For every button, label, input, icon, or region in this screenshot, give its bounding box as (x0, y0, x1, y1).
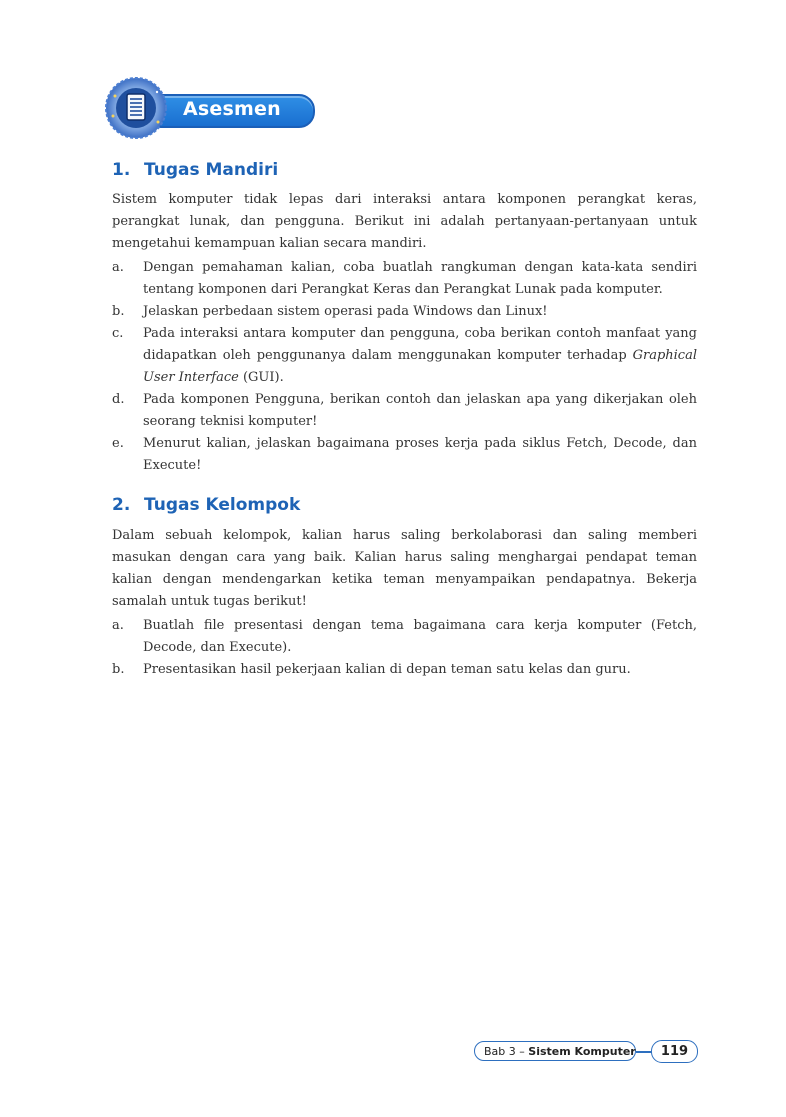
list-item (112, 257, 697, 301)
list-item-text: Dengan pemahaman kalian, coba buatlah rangkuman dengan kata-kata sendiri tentang komponen dari Perangkat Keras dan Perangkat Lunak pada komputer. (143, 260, 697, 297)
list-marker: a. (112, 260, 124, 275)
list-item (112, 433, 697, 477)
footer-connector (636, 1051, 652, 1053)
list-item-text: Buatlah file presentasi dengan tema bagaimana cara kerja komputer (Fetch, Decode, dan Execute). (143, 618, 697, 655)
section-heading-tugas-mandiri (112, 160, 278, 180)
chapter-title: Sistem Komputer (528, 1045, 636, 1058)
section-number: 2. (112, 495, 131, 515)
list-item-text: Pada interaksi antara komputer dan pengguna, coba berikan contoh manfaat yang didapatkan oleh penggunanya dalam menggunakan komputer terhadap (143, 326, 697, 363)
list-item-text: Pada komponen Pengguna, berikan contoh dan jelaskan apa yang dikerjakan oleh seorang teknisi komputer! (143, 392, 697, 429)
chapter-prefix: Bab 3 – (484, 1045, 529, 1058)
list-item (112, 301, 697, 323)
section-number: 1. (112, 160, 131, 180)
section-title: Tugas Mandiri (144, 160, 279, 180)
list-item-text: Menurut kalian, jelaskan bagaimana proses kerja pada siklus Fetch, Decode, dan Execute! (143, 436, 697, 473)
page-number: 119 (651, 1040, 698, 1063)
section2-list (112, 615, 697, 681)
list-marker: b. (112, 662, 125, 677)
badge-title: Asesmen (183, 98, 281, 120)
list-item (112, 659, 697, 681)
page-footer (474, 1040, 698, 1064)
list-marker: a. (112, 618, 124, 633)
list-item-text: Presentasikan hasil pekerjaan kalian di depan teman satu kelas dan guru. (143, 662, 631, 677)
section1-intro: Sistem komputer tidak lepas dari interaksi antara komponen perangkat keras, perangkat lunak, dan pengguna. Berikut ini adalah pertanyaan-pertanyaan untuk mengetahui kemampuan kalian secara mandiri. (112, 192, 697, 251)
section1-list (112, 257, 697, 477)
assessment-badge (103, 76, 315, 140)
section-title: Tugas Kelompok (144, 495, 301, 515)
chapter-label (474, 1041, 636, 1061)
document-icon (103, 76, 169, 140)
list-item-italic-term: Graphical User Interface (143, 348, 697, 385)
list-marker: c. (112, 326, 124, 341)
section-heading-tugas-kelompok (112, 495, 300, 515)
list-marker: d. (112, 392, 125, 407)
section2-intro: Dalam sebuah kelompok, kalian harus saling berkolaborasi dan saling memberi masukan dengan cara yang baik. Kalian harus saling menghargai pendapat teman kalian dengan mendengarkan ketika teman menyampaikan pendapatnya. Bekerja samalah untuk tugas berikut! (112, 528, 697, 609)
list-marker: e. (112, 436, 124, 451)
list-item (112, 615, 697, 659)
list-item-text: Jelaskan perbedaan sistem operasi pada Windows dan Linux! (143, 304, 548, 319)
list-item (112, 389, 697, 433)
list-item-text-tail: (GUI). (238, 370, 284, 385)
list-item (112, 323, 697, 389)
list-marker: b. (112, 304, 125, 319)
